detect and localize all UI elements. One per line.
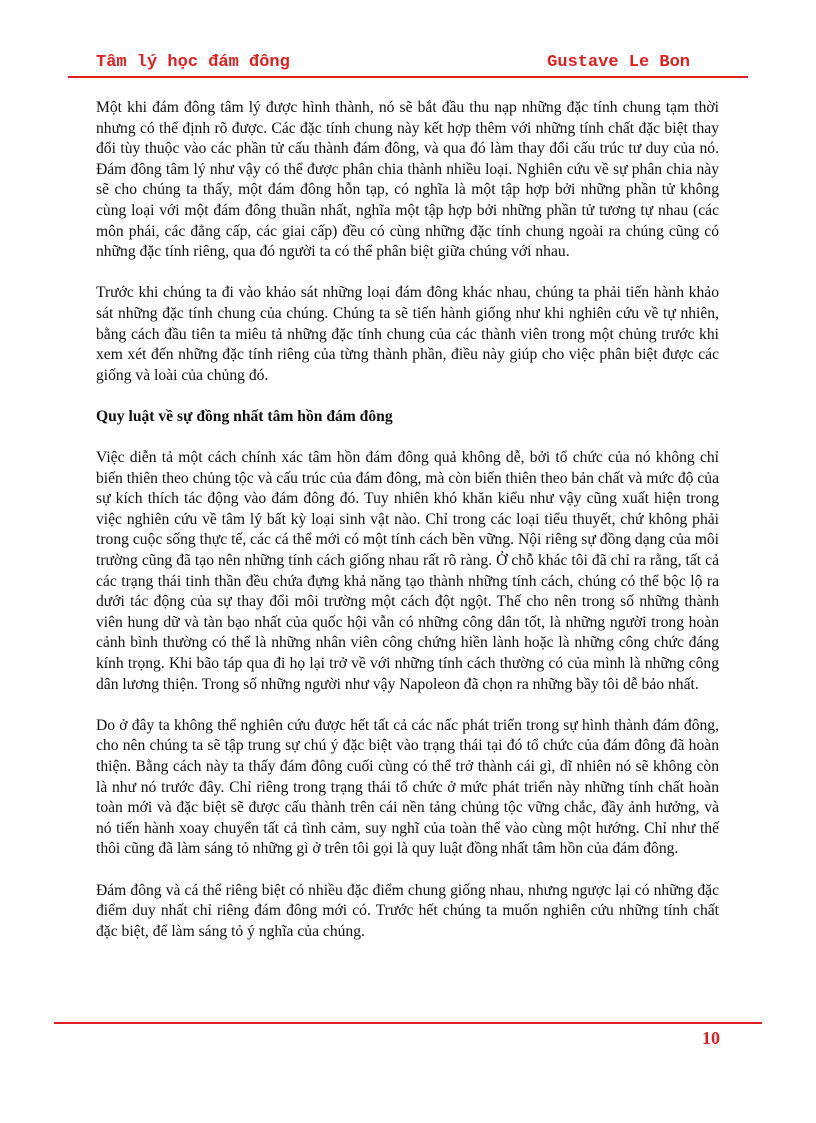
header-divider xyxy=(68,76,748,78)
page-number: 10 xyxy=(702,1028,720,1048)
paragraph-4: Do ở đây ta không thể nghiên cứu được hết tất cả các nấc phát triển trong sự hình thành đám đông, cho nên chúng ta sẽ tập trung sự chú ý đặc biệt vào trạng thái tại đó tổ chức của đám đông đã hoàn thiện. Bằng cách này ta thấy đám đông cuối cùng có thể trở thành cái gì, dĩ nhiên nó sẽ không còn là như nó trước đây. Chỉ riêng trong trạng thái tổ chức ở mức phát triển này những tính chất hoàn toàn mới và đặc biệt sẽ được cấu thành trên cái nền tảng chủng tộc vững chắc, đầy ảnh hưởng, và nó tiến hành xoay chuyển tất cả tình cảm, suy nghĩ của toàn thể vào cùng một hướng. Chỉ như thế thôi cũng đã làm sáng tỏ những gì ở trên tôi gọi là quy luật đồng nhất tâm hồn của đám đông. xyxy=(96,716,719,858)
book-author: Gustave Le Bon xyxy=(547,53,690,72)
paragraph-1: Một khi đám đông tâm lý được hình thành, nó sẽ bắt đầu thu nạp những đặc tính chung tạm thời nhưng có thể định rõ được. Các đặc tính chung này kết hợp thêm với những tính chất đặc biệt thay đổi tùy thuộc vào các phần tử cấu thành đám đông, và qua đó làm thay đổi cấu trúc tư duy của nó. Đám đông tâm lý như vậy có thể được phân chia thành nhiều loại. Nghiên cứu về sự phân chia này sẽ cho chúng ta thấy, một đám đông hỗn tạp, có nghĩa là một tập hợp bởi những phần tử không cùng loại với một đám đông thuần nhất, nghĩa một tập hợp bởi những phần tử tương tự nhau (các môn phái, các đẳng cấp, các giai cấp) đều có cùng những đặc tính chung ngoài ra chúng cũng có những đặc tính riêng, qua đó người ta có thể phân biệt giữa chúng với nhau. xyxy=(96,99,719,261)
paragraph-5: Đám đông và cá thể riêng biệt có nhiều đặc điểm chung giống nhau, nhưng ngược lại có những đặc điểm duy nhất chỉ riêng đám đông mới có. Trước hết chúng ta muốn nghiên cứu những tính chất đặc biệt, để làm sáng tỏ ý nghĩa của chúng. xyxy=(96,881,719,940)
paragraph-3: Việc diễn tả một cách chính xác tâm hồn đám đông quả không dễ, bởi tổ chức của nó không chỉ biến thiên theo chủng tộc và cấu trúc của đám đông, mà còn biến thiên theo bản chất và mức độ của sự kích thích tác động vào đám đông đó. Tuy nhiên khó khăn kiểu như vậy cũng xuất hiện trong việc nghiên cứu về tâm lý bất kỳ loại sinh vật nào. Chỉ trong các loại tiểu thuyết, chứ không phải trong cuộc sống thực tế, các cá thể mới có một tính cách bền vững. Nội riêng sự đồng dạng của môi trường cũng đã tạo nên những tính cách giống nhau rất rõ ràng. Ở chỗ khác tôi đã chỉ ra rằng, tất cả các trạng thái tinh thần đều chứa đựng khả năng tạo thành những tính cách, chúng có thể bộc lộ ra dưới tác động của sự thay đổi môi trường một cách đột ngột. Thế cho nên trong số những thành viên hung dữ và tàn bạo nhất của quốc hội vẫn có những công dân tốt, là những người trong hoàn cảnh bình thường có thể là những nhân viên công chứng hiền lành hoặc là những công chức đáng kính trọng. Khi bão táp qua đi họ lại trở về với những tính cách thường có của mình là những công dân lương thiện. Trong số những người như vậy Napoleon đã chọn ra những bầy tôi dễ bảo nhất. xyxy=(96,449,719,693)
footer-divider xyxy=(54,1022,762,1024)
page-header xyxy=(68,46,748,80)
book-title: Tâm lý học đám đông xyxy=(96,53,290,72)
page-body xyxy=(96,98,719,963)
section-heading: Quy luật về sự đồng nhất tâm hồn đám đông xyxy=(96,407,393,425)
paragraph-2: Trước khi chúng ta đi vào khảo sát những loại đám đông khác nhau, chúng ta phải tiến hành khảo sát những đặc tính chung của chúng. Chúng ta sẽ tiến hành giống như khi nghiên cứu về tự nhiên, bằng cách đầu tiên ta miêu tả những đặc tính chung của các thành viên trong một chủng trước khi xem xét đến những đặc tính riêng của từng thành phần, điều này giúp cho việc phân biệt được các giống và loài của chủng đó. xyxy=(96,284,719,384)
